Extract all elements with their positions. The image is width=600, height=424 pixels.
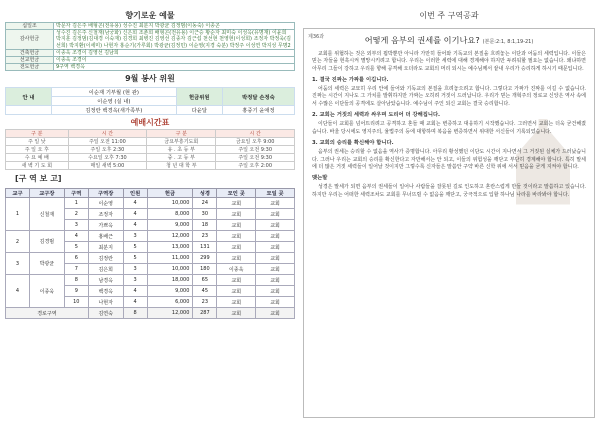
area-cell: 23 [193, 297, 217, 308]
area-cell: 6,000 [147, 297, 193, 308]
area-cell: 김은희 [88, 264, 123, 275]
lesson-point-text: 어둠의 세력은 교묘히 우리 안에 들어와 기독교의 본질을 흐려놓으려고 합니다. 그렇다고 가짜가 진짜를 이길 수 없습니다. 진짜는 시간이 지나도 그 가치를 발휘하지만 가짜는 오히려 거짓이 드러납니다. 우리가 믿는 개혁주의 정로교 신앙은 역사 속에서 수많은 이단들의 공격에도 살아남았습니다. 예수님이 주인 되신 교회는 결국 승리합니다. [312, 86, 586, 107]
lesson-section-title: 이번 주 구역공과 [419, 11, 479, 20]
area-head: 헌금 [147, 189, 193, 198]
serve-table [5, 87, 295, 115]
lesson-intro: 교회를 위협하는 것은 외부의 핍박뿐만 아니라 가만히 들어와 기독교의 본질을 흐려놓는 이단과 어둠의 세력입니다. 이들은 믿는 자들을 현혹시켜 멸망시키려고 합니다. 우리는 이러한 세력에 대해 경계해야 하지만 두려워할 필요는 없습니다. 왜냐하면 아무리 그들이 강하고 우리를 향해 공격해 오더라도 교회의 머리 되시는 예수님께서 끝내 우리가 승리하게 하시기 때문입니다. [312, 51, 586, 72]
serve-blank [6, 106, 52, 115]
area-cell: 남경옥 [88, 275, 123, 286]
serve-title: 9월 봉사 위원 [125, 74, 175, 84]
left-column [5, 10, 295, 319]
lesson-point-text: 성경은 말세가 되면 음부의 권세들이 일어나 사람들을 잘못된 길로 인도하고 혼란스럽게 만들 것이라고 말씀하고 있습니다. 하지만 우리는 어떠한 세력조차도 교회를 무너뜨릴 수 없음을 깨닫고, 궁극적으로 입할 하나님 나라를 바라봐야 합니다. [312, 184, 586, 198]
area-cell: 교회 [256, 242, 295, 253]
lesson-point-title: 1. 결국 진짜는 가짜를 이깁니다. [312, 76, 389, 83]
table-row [6, 231, 295, 242]
area-total-cell: 김연숙 [88, 308, 123, 319]
worship-cell: 수요일 오후 7:30 [68, 154, 147, 162]
area-dist: 1 [6, 198, 30, 231]
worship-cell: 주일 오후 2:00 [216, 162, 295, 170]
area-cell: 나현자 [88, 297, 123, 308]
lesson-point-text: 음부의 권세는 승리할 수 없음을 역사가 증명합니다. 아무리 황성했던 이단도 시간이 지나면서 그 거짓된 실체가 드러났습니다. 그러나 우리는 교회의 승리를 확신한다고 자만해서는 안 되고, 이들의 위험성을 깨닫고 부단히 경계해야 합니다. 특히 말세에 더 많은 거짓 세력들이 일어날 것이지만 그렇수록 신자들은 말씀안 구약 바른 신학 위에 서서 믿음을 굳게 지켜야 합니다. [312, 149, 586, 170]
area-cell: 10,000 [147, 264, 193, 275]
area-dist: 4 [6, 275, 30, 308]
area-cell: 교회 [217, 209, 256, 220]
area-head: 교구 [6, 189, 30, 198]
area-total-cell: 경로구역 [6, 308, 89, 319]
offering-names: 이종욱 조경이 [54, 57, 295, 64]
offering-label: 감사헌금 [6, 30, 54, 50]
worship-cell: 수 요 예 배 [6, 154, 69, 162]
area-cell: 11,000 [147, 253, 193, 264]
lesson-card [303, 28, 595, 418]
area-cell: 299 [193, 253, 217, 264]
offering-table [5, 22, 295, 71]
area-cell: 교회 [256, 198, 295, 209]
area-cell: 180 [193, 264, 217, 275]
area-cell: 4 [123, 198, 147, 209]
area-head-row [6, 189, 295, 198]
serve-entrance: 이순재 기부월 (현 관) [52, 88, 177, 97]
worship-cell: 금요부흥기도회 [147, 138, 216, 146]
area-cell: 교회 [217, 253, 256, 264]
area-total-cell: 교회 [217, 308, 256, 319]
offering-label: 전도헌금 [6, 64, 54, 71]
area-cell: 13,000 [147, 242, 193, 253]
area-cell: 교회 [217, 231, 256, 242]
worship-row [6, 146, 295, 154]
lesson-point-title: 3. 교회의 승리를 확신해야 합니다. [312, 139, 394, 146]
area-cell: 4 [64, 231, 88, 242]
serve-indoor: 이순영 (실 내) [52, 97, 177, 106]
worship-cell: 유 . 초 등 부 [147, 146, 216, 154]
lesson-point-title: 2. 교회는 거짓의 세력과 싸우며 도리어 더 강해집니다. [312, 112, 441, 119]
serve-offer-name: 다윤달 [176, 106, 222, 115]
worship-head: 시 간 [216, 130, 295, 138]
area-head: 교구장 [29, 189, 64, 198]
worship-head: 구 분 [147, 130, 216, 138]
area-cell: 12,000 [147, 231, 193, 242]
area-head: 구역 [64, 189, 88, 198]
area-leader: 김경범 [29, 231, 64, 253]
offering-label: 십일조 [6, 23, 54, 30]
serve-praise-name: 홍중기 윤애정 [222, 106, 294, 115]
area-cell: 교회 [217, 275, 256, 286]
lesson-point-text: 이단들이 교회를 넘어뜨리려고 공격하고 혼들 때 교회는 변증하고 대응하기 시작했습니다. 그러면서 교회는 더욱 굳건해졌습니다. 바울 당시에도 영지주의, 율법주의 등에 대항하며 복음을 변증하면서 위대한 서신들이 기록되었습니다. [312, 121, 586, 135]
worship-cell: 매일 새벽 5:00 [68, 162, 147, 170]
area-cell: 교회 [217, 297, 256, 308]
area-cell: 131 [193, 242, 217, 253]
area-body [6, 198, 295, 319]
table-row [6, 275, 295, 286]
lesson-heading-text: 어떻게 음부의 권세를 이기나요? [364, 35, 480, 45]
offering-label: 선교헌금 [6, 57, 54, 64]
worship-cell: 새 벽 기 도 회 [6, 162, 69, 170]
area-total-cell: 8 [123, 308, 147, 319]
worship-title: 예배시간표 [130, 118, 170, 128]
area-cell: 교회 [256, 286, 295, 297]
offering-row [6, 23, 295, 30]
area-cell: 18 [193, 220, 217, 231]
area-cell: 백경옥 [88, 286, 123, 297]
area-cell: 이순영 [88, 198, 123, 209]
area-dist: 2 [6, 231, 30, 253]
offering-label: 건축헌금 [6, 49, 54, 56]
area-cell: 5 [64, 242, 88, 253]
offering-title: 향기로운 예물 [125, 11, 175, 20]
worship-row [6, 154, 295, 162]
area-cell: 4 [123, 286, 147, 297]
area-cell: 김정란 [88, 253, 123, 264]
area-cell: 6 [64, 253, 88, 264]
area-dist: 3 [6, 253, 30, 275]
area-cell: 5 [123, 242, 147, 253]
area-cell: 18,000 [147, 275, 193, 286]
area-cell: 교회 [217, 220, 256, 231]
area-leader: 이종욱 [29, 275, 64, 308]
lesson-heading [304, 35, 594, 46]
worship-cell: 주일 오전 9:30 [216, 146, 295, 154]
area-cell: 9 [64, 286, 88, 297]
area-cell: 7 [64, 264, 88, 275]
area-cell: 이종욱 [217, 264, 256, 275]
area-cell: 23 [193, 231, 217, 242]
area-cell: 4 [123, 220, 147, 231]
lesson-point-title: 맺는말 [312, 175, 328, 182]
area-cell: 교회 [256, 253, 295, 264]
area-cell: 3 [64, 220, 88, 231]
worship-cell: 주일 오전 9:30 [216, 154, 295, 162]
table-row [6, 198, 295, 209]
worship-head: 구 분 [6, 130, 69, 138]
worship-cell: 주일 오전 11:00 [68, 138, 147, 146]
area-cell: 교회 [256, 220, 295, 231]
lesson-body [312, 51, 586, 202]
worship-table [5, 129, 295, 170]
area-cell: 24 [193, 198, 217, 209]
area-cell: 8,000 [147, 209, 193, 220]
offering-row [6, 57, 295, 64]
worship-cell: 주 일 오 후 [6, 146, 69, 154]
area-head: 성경 [193, 189, 217, 198]
offering-names: 이종욱 조경이 김영선 김남희 [54, 49, 295, 56]
offering-names: 9구역 백경옥 [54, 64, 295, 71]
area-total-cell: 교회 [256, 308, 295, 319]
area-cell: 최분지 [88, 242, 123, 253]
worship-cell: 주일 오후 2:30 [68, 146, 147, 154]
offering-names: 성수진 김은주 신철재(남궁화) 신은희 조춘희 배형곤(전유용) 이근승 황순자 최미숙 이성옥(유명재) 이윤희 박지훈 김정범(김대경 이숙재) 김경희 최병진 김영선 김종자 김근섭 천선현 천영현(이성희) 조정자 박정욱(김선희) 박지환(이세미) 나현자 홍순기(가루회) 박광균(김정민) 이순영(지경 숙분) 박정주 이성연 박지성 무명2 [54, 30, 295, 50]
area-cell: 교회 [217, 286, 256, 297]
area-total-row [6, 308, 295, 319]
area-cell: 9,000 [147, 286, 193, 297]
area-cell: 교회 [256, 264, 295, 275]
table-row [6, 253, 295, 264]
area-cell: 교회 [256, 297, 295, 308]
serve-offer-role: 헌금위원 [176, 88, 222, 106]
area-head: 구역장 [88, 189, 123, 198]
area-head: 인원 [123, 189, 147, 198]
area-cell: 9,000 [147, 220, 193, 231]
area-cell: 10,000 [147, 198, 193, 209]
worship-head: 시 간 [68, 130, 147, 138]
area-cell: 2 [64, 209, 88, 220]
area-cell: 교회 [217, 198, 256, 209]
worship-cell: 금요일 오후 9:00 [216, 138, 295, 146]
area-cell: 가쁘옥 [88, 220, 123, 231]
worship-cell: 중 . 고 등 부 [147, 154, 216, 162]
offering-names: 박문자 김은주 배형곤(전유용) 성수진 최분지 박광균 김정범(이동숙) 이종곤 [54, 23, 295, 30]
area-cell: 1 [64, 198, 88, 209]
right-column [303, 10, 595, 418]
offering-row [6, 30, 295, 50]
serve-praise-role: 박정달 손정숙 [222, 88, 294, 106]
area-leader: 신철재 [29, 198, 64, 231]
area-cell: 홍배근 [88, 231, 123, 242]
area-head: 모일 곳 [256, 189, 295, 198]
area-cell: 교회 [217, 242, 256, 253]
offering-row [6, 64, 295, 71]
area-cell: 8 [64, 275, 88, 286]
area-cell: 10 [64, 297, 88, 308]
serve-guide-label: 안 내 [6, 88, 52, 106]
area-cell: 30 [193, 209, 217, 220]
area-cell: 45 [193, 286, 217, 297]
area-cell: 3 [123, 275, 147, 286]
area-cell: 3 [123, 264, 147, 275]
area-cell: 조정자 [88, 209, 123, 220]
lesson-number: 제36과 [308, 34, 325, 40]
lesson-scripture: (본문:2:1, 8:1,19-21) [482, 39, 534, 45]
area-total-cell: 12,000 [147, 308, 193, 319]
area-cell: 4 [123, 297, 147, 308]
serve-newcomer: 김정란 백경옥(새가족부) [52, 106, 177, 115]
area-cell: 교회 [256, 231, 295, 242]
area-cell: 65 [193, 275, 217, 286]
area-cell: 4 [123, 209, 147, 220]
offering-row [6, 49, 295, 56]
area-cell: 교회 [256, 209, 295, 220]
area-leader: 박광균 [29, 253, 64, 275]
area-report-table [5, 188, 295, 319]
worship-row [6, 138, 295, 146]
area-cell: 3 [123, 231, 147, 242]
area-title: [구 역 보 고] [15, 174, 62, 184]
area-cell: 5 [123, 253, 147, 264]
area-total-cell: 287 [193, 308, 217, 319]
worship-row [6, 162, 295, 170]
worship-cell: 주 일 낮 [6, 138, 69, 146]
worship-cell: 청 년 대 학 부 [147, 162, 216, 170]
area-head: 모인 곳 [217, 189, 256, 198]
area-cell: 교회 [256, 275, 295, 286]
